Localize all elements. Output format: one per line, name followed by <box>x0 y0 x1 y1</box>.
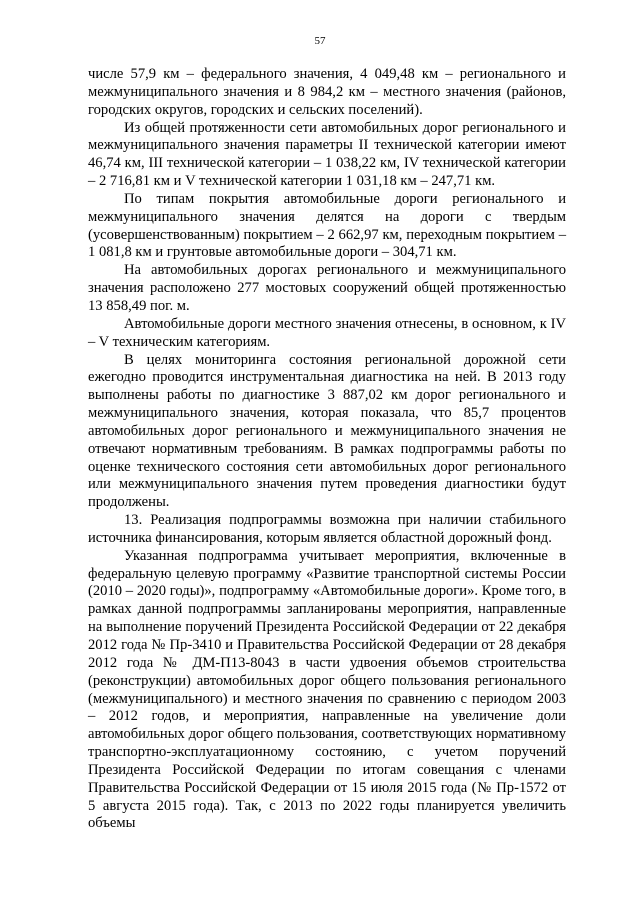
paragraph-local-roads: Автомобильные дороги местного значения отнесены, в основном, к IV – V техническим категориям. <box>88 315 566 350</box>
document-body <box>88 66 566 833</box>
paragraph-technical-categories: Из общей протяженности сети автомобильных дорог регионального и межмуниципального значения параметры II технической категории имеют 46,74 км, III технической категории – 1 038,22 км, IV технической категории – 2 716,81 км и V технической категории 1 031,18 км – 247,71 км. <box>88 119 566 190</box>
paragraph-surface-types: По типам покрытия автомобильные дороги регионального и межмуниципального значения делятся на дороги с твердым (усовершенствованным) покрытием – 2 662,97 км, переходным покрытием – 1 081,8 км и грунтовые автомобильные дороги – 304,71 км. <box>88 190 566 261</box>
paragraph-bridges: На автомобильных дорогах регионального и межмуниципального значения расположено 277 мостовых сооружений общей протяженностью 13 858,49 пог. м. <box>88 262 566 314</box>
paragraph-monitoring: В целях мониторинга состояния региональной дорожной сети ежегодно проводится инструментальная диагностика на ней. В 2013 году выполнены работы по диагностике 3 887,02 км дорог регионального и межмуниципального значения, которая показала, что 85,7 процентов автомобильных дорог регионального и межмуниципального значения не отвечают нормативным требованиям. В рамках подпрограммы работы по оценке технического состояния сети автомобильных дорог регионального или межмуниципального значения путем проведения диагностики будут продолжены. <box>88 351 566 511</box>
paragraph-financing: 13. Реализация подпрограммы возможна при наличии стабильного источника финансирования, которым является областной дорожный фонд. <box>88 512 566 546</box>
page-number: 57 <box>314 35 326 47</box>
paragraph-program-measures: Указанная подпрограмма учитывает мероприятия, включенные в федеральную целевую программу «Развитие транспортной системы России (2010 – 2020 годы)», подпрограмму «Автомобильные дороги». Кроме того, в рамках данной подпрограммы запланированы мероприятия, направленные на выполнение поручений Президента Российской Федерации от 22 декабря 2012 года № Пр-3410 и Правительства Российской Федерации от 28 декабря 2012 года № ДМ-П13-8043 в части удвоения объемов строительства (реконструкции) автомобильных дорог общего пользования регионального (межмуниципального) и местного значения по сравнению с периодом 2003 – 2012 годов, и мероприятия, направленные на увеличение доли автомобильных дорог общего пользования, соответствующих нормативному транспортно-эксплуатационному состоянию, с учетом поручений Президента Российской Федерации по итогам совещания с членами Правительства Российской Федерации от 15 июля 2015 года (№ Пр-1572 от 5 августа 2015 года). Так, с 2013 по 2022 годы планируется увеличить объемы <box>88 547 566 832</box>
paragraph-road-lengths-continued: числе 57,9 км – федерального значения, 4 049,48 км – регионального и межмуниципального значения и 8 984,2 км – местного значения (районов, городских округов, городских и сельских поселений). <box>88 66 566 118</box>
